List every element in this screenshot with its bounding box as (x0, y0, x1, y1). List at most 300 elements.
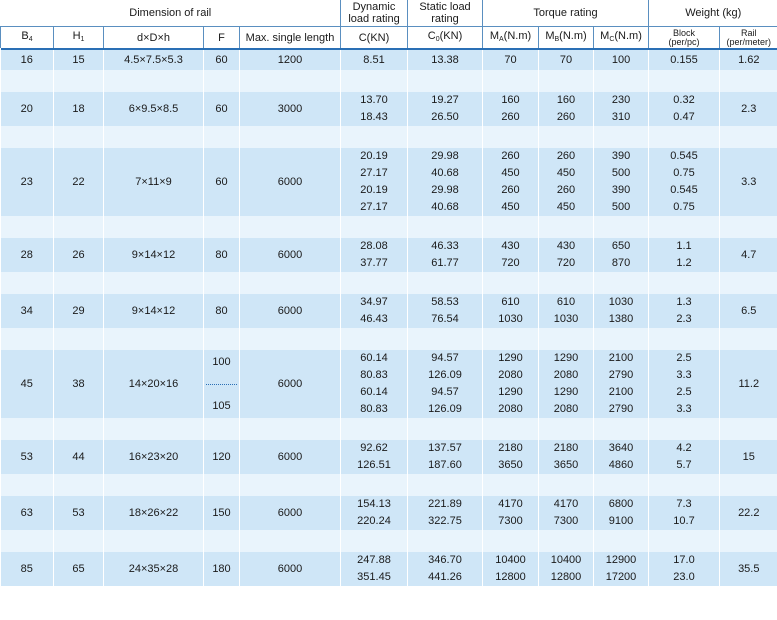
cell-ma-value: 610 (501, 296, 520, 308)
cell-b4: 28 (1, 238, 54, 272)
cell-mb-value: 260 (556, 150, 576, 162)
cell-c0-value: 29.98 (431, 184, 459, 196)
cell-c0-value: 346.70 (428, 554, 462, 566)
spacer-cell (539, 530, 594, 552)
spacer-cell (54, 418, 104, 440)
cell-ma-value: 2080 (498, 369, 523, 381)
cell-c0-value: 221.89 (428, 498, 462, 510)
cell-block-value: 0.75 (673, 201, 695, 213)
cell-mb-value: 450 (556, 201, 576, 213)
spacer-cell (720, 328, 777, 350)
cell-ma-value: 1030 (498, 313, 523, 325)
cell-b4: 63 (1, 496, 54, 530)
cell-mb (539, 440, 594, 474)
cell-c-value: 27.17 (360, 167, 388, 179)
cell-c (341, 92, 408, 126)
spacer-cell (720, 474, 777, 496)
spacer-cell (104, 126, 204, 148)
spacer-cell (54, 70, 104, 92)
cell-c (341, 49, 408, 70)
spacer-cell (594, 418, 649, 440)
cell-rail: 3.3 (720, 148, 777, 216)
cell-maxlen: 6000 (240, 552, 341, 586)
spacer-cell (54, 216, 104, 238)
cell-ma-value: 720 (501, 257, 520, 269)
spacer-row (1, 530, 777, 552)
cell-mc (594, 148, 649, 216)
cell-b4: 23 (1, 148, 54, 216)
cell-mb (539, 49, 594, 70)
spacer-cell (539, 272, 594, 294)
cell-mc-value: 870 (611, 257, 631, 269)
spacer-cell (104, 328, 204, 350)
cell-mb-value: 2080 (553, 403, 579, 415)
header-rail: Rail (per/meter) (720, 27, 777, 49)
cell-mb-value: 3650 (553, 459, 579, 471)
cell-c-value: 92.62 (360, 442, 388, 454)
cell-h1: 18 (54, 92, 104, 126)
cell-c-value: 13.70 (360, 94, 388, 106)
cell-c0 (408, 92, 483, 126)
cell-f: 80 (204, 294, 240, 328)
header-mb: $M_B(N.m)$ (539, 27, 594, 49)
spacer-cell (341, 70, 408, 92)
spacer-cell (594, 530, 649, 552)
cell-dims: 6×9.5×8.5 (104, 92, 204, 126)
cell-dims: 9×14×12 (104, 294, 204, 328)
cell-dims: 18×26×22 (104, 496, 204, 530)
cell-ma-value: 450 (501, 167, 520, 179)
table-body (1, 49, 777, 586)
spacer-cell (594, 216, 649, 238)
cell-block-value: 2.5 (676, 386, 692, 398)
cell-block-value: 23.0 (673, 571, 695, 583)
cell-mc (594, 294, 649, 328)
table-row (1, 148, 777, 216)
cell-rail: 35.5 (720, 552, 777, 586)
cell-c0-value: 61.77 (431, 257, 459, 269)
cell-mc (594, 92, 649, 126)
spacer-cell (1, 328, 54, 350)
cell-c (341, 440, 408, 474)
cell-mc-value: 2100 (608, 386, 634, 398)
spacer-cell (1, 70, 54, 92)
cell-mc (594, 496, 649, 530)
cell-block-value: 10.7 (673, 515, 695, 527)
cell-f: 150 (204, 496, 240, 530)
cell-ma-value: 260 (501, 111, 520, 123)
cell-c (341, 148, 408, 216)
cell-mb (539, 552, 594, 586)
dotted-divider (206, 384, 237, 385)
cell-ma-value: 4170 (498, 498, 523, 510)
cell-c0-value: 13.38 (431, 53, 459, 66)
spacer-cell (204, 530, 240, 552)
cell-mb (539, 92, 594, 126)
spacer-cell (649, 474, 720, 496)
spacer-cell (483, 272, 539, 294)
cell-rail: 6.5 (720, 294, 777, 328)
cell-c-value: 126.51 (357, 459, 391, 471)
cell-maxlen: 6000 (240, 440, 341, 474)
cell-c0-value: 187.60 (428, 459, 462, 471)
cell-c-value: 37.77 (360, 257, 388, 269)
spacer-cell (594, 328, 649, 350)
cell-maxlen: 6000 (240, 350, 341, 418)
cell-mb-value: 70 (559, 53, 573, 66)
header-c: C(KN) (341, 27, 408, 49)
spacer-cell (104, 530, 204, 552)
header-dynamic-group: Dynamic load rating (341, 0, 408, 27)
cell-block (649, 148, 720, 216)
cell-mb-value: 1030 (553, 313, 579, 325)
cell-mb-value: 2180 (553, 442, 579, 454)
spacer-cell (408, 530, 483, 552)
cell-mc-value: 390 (611, 150, 631, 162)
spacer-cell (408, 126, 483, 148)
cell-c0 (408, 350, 483, 418)
spacer-cell (720, 272, 777, 294)
cell-c-value: 247.88 (357, 554, 391, 566)
cell-mc (594, 238, 649, 272)
spacer-cell (408, 418, 483, 440)
cell-f: 60 (204, 148, 240, 216)
cell-b4: 45 (1, 350, 54, 418)
cell-dims: 9×14×12 (104, 238, 204, 272)
spacer-cell (408, 272, 483, 294)
cell-rail: 15 (720, 440, 777, 474)
cell-mb-value: 610 (556, 296, 576, 308)
cell-mc-value: 650 (611, 240, 631, 252)
cell-c0-value: 94.57 (431, 386, 459, 398)
cell-c (341, 238, 408, 272)
spacer-cell (54, 272, 104, 294)
cell-ma (483, 148, 539, 216)
table-row (1, 440, 777, 474)
cell-mb-value: 430 (556, 240, 576, 252)
cell-c0 (408, 148, 483, 216)
cell-c0 (408, 496, 483, 530)
cell-ma (483, 350, 539, 418)
cell-c (341, 294, 408, 328)
cell-rail: 4.7 (720, 238, 777, 272)
cell-block (649, 49, 720, 70)
spacer-row (1, 474, 777, 496)
spacer-cell (204, 418, 240, 440)
cell-block-value: 5.7 (676, 459, 692, 471)
spacer-cell (720, 126, 777, 148)
header-block: Block (per/pc) (649, 27, 720, 49)
cell-ma-value: 70 (504, 53, 517, 66)
cell-maxlen: 1200 (240, 49, 341, 70)
spacer-cell (594, 272, 649, 294)
spacer-cell (341, 126, 408, 148)
spacer-cell (649, 272, 720, 294)
cell-mb (539, 496, 594, 530)
cell-c0-value: 126.09 (428, 369, 462, 381)
cell-f: 60 (204, 49, 240, 70)
cell-rail: 2.3 (720, 92, 777, 126)
cell-b4: 20 (1, 92, 54, 126)
spacer-row (1, 70, 777, 92)
spacer-cell (104, 474, 204, 496)
spacer-cell (483, 530, 539, 552)
cell-block-value: 0.32 (673, 94, 695, 106)
cell-mc-value: 2790 (608, 403, 634, 415)
spacer-cell (720, 70, 777, 92)
spacer-cell (539, 216, 594, 238)
cell-c-value: 8.51 (363, 53, 385, 66)
cell-block-value: 2.5 (676, 352, 692, 364)
cell-mb-value: 1290 (553, 386, 579, 398)
spacer-cell (649, 126, 720, 148)
spacer-cell (240, 474, 341, 496)
spacer-cell (539, 418, 594, 440)
spacer-cell (341, 328, 408, 350)
cell-dims: 16×23×20 (104, 440, 204, 474)
cell-ma (483, 552, 539, 586)
spacer-cell (204, 474, 240, 496)
cell-block (649, 496, 720, 530)
cell-block-value: 4.2 (676, 442, 692, 454)
spacer-cell (594, 474, 649, 496)
cell-ma (483, 92, 539, 126)
cell-ma-value: 10400 (495, 554, 526, 566)
cell-h1: 26 (54, 238, 104, 272)
spacer-cell (539, 126, 594, 148)
cell-block-value: 3.3 (676, 369, 692, 381)
spacer-cell (341, 216, 408, 238)
cell-mc-value: 2100 (608, 352, 634, 364)
cell-c0 (408, 238, 483, 272)
cell-mc (594, 552, 649, 586)
table-row (1, 350, 777, 418)
cell-maxlen: 6000 (240, 148, 341, 216)
spacer-cell (204, 216, 240, 238)
spacer-cell (54, 474, 104, 496)
cell-c-value: 60.14 (360, 386, 388, 398)
cell-mc-value: 2790 (608, 369, 634, 381)
spacer-cell (408, 70, 483, 92)
cell-f (204, 350, 240, 418)
spacer-cell (104, 216, 204, 238)
cell-block-value: 0.545 (670, 150, 698, 162)
spacer-cell (649, 216, 720, 238)
spacer-cell (483, 474, 539, 496)
spacer-cell (341, 530, 408, 552)
cell-mb-value: 1290 (553, 352, 579, 364)
cell-c-value: 20.19 (360, 184, 388, 196)
cell-b4: 16 (1, 49, 54, 70)
cell-h1: 29 (54, 294, 104, 328)
spacer-cell (1, 272, 54, 294)
cell-maxlen: 6000 (240, 496, 341, 530)
cell-mc-value: 3640 (608, 442, 634, 454)
spacer-cell (483, 126, 539, 148)
cell-c-value: 46.43 (360, 313, 388, 325)
header-mc: $M_C(N.m)$ (594, 27, 649, 49)
spacer-cell (341, 272, 408, 294)
cell-dims: 14×20×16 (104, 350, 204, 418)
cell-mb-value: 12800 (550, 571, 582, 583)
cell-c0-value: 40.68 (431, 201, 459, 213)
header-f: F (204, 27, 240, 49)
cell-dims: 4.5×7.5×5.3 (104, 49, 204, 70)
cell-mb (539, 350, 594, 418)
cell-rail: 11.2 (720, 350, 777, 418)
cell-ma (483, 294, 539, 328)
cell-ma (483, 496, 539, 530)
spacer-cell (649, 418, 720, 440)
table-row (1, 552, 777, 586)
cell-block-value: 1.1 (676, 240, 692, 252)
cell-c0 (408, 294, 483, 328)
cell-maxlen: 3000 (240, 92, 341, 126)
cell-c (341, 496, 408, 530)
cell-ma (483, 49, 539, 70)
spacer-cell (408, 474, 483, 496)
spacer-cell (1, 474, 54, 496)
cell-c0-value: 46.33 (431, 240, 459, 252)
cell-block-value: 1.2 (676, 257, 692, 269)
spacer-cell (240, 70, 341, 92)
cell-c-value: 27.17 (360, 201, 388, 213)
cell-ma-value: 430 (501, 240, 520, 252)
spacer-row (1, 272, 777, 294)
cell-mb-value: 10400 (550, 554, 582, 566)
cell-b4: 34 (1, 294, 54, 328)
cell-f: 80 (204, 238, 240, 272)
table-row (1, 238, 777, 272)
spacer-cell (104, 418, 204, 440)
spacer-row (1, 418, 777, 440)
spacer-cell (104, 272, 204, 294)
spacer-cell (720, 418, 777, 440)
cell-mc-value: 4860 (608, 459, 634, 471)
cell-rail: 1.62 (720, 49, 777, 70)
cell-mc-value: 12900 (605, 554, 637, 566)
header-dims: d×D×h (104, 27, 204, 49)
spacer-cell (240, 530, 341, 552)
header-maxlen: Max. single length (240, 27, 341, 49)
cell-block (649, 350, 720, 418)
cell-c-value: 80.83 (360, 403, 388, 415)
cell-block-value: 0.47 (673, 111, 695, 123)
cell-ma-value: 12800 (495, 571, 526, 583)
cell-block-value: 0.75 (673, 167, 695, 179)
spacer-cell (539, 474, 594, 496)
header-b4: $B_4$ (1, 27, 54, 49)
cell-mc-value: 100 (611, 53, 631, 66)
cell-block (649, 238, 720, 272)
cell-mb-value: 450 (556, 167, 576, 179)
spacer-cell (408, 216, 483, 238)
header-ma: $M_A(N.m)$ (483, 27, 539, 49)
cell-mb-value: 160 (556, 94, 576, 106)
spacer-cell (649, 328, 720, 350)
cell-dims: 7×11×9 (104, 148, 204, 216)
spacer-cell (649, 70, 720, 92)
cell-mc-value: 6800 (608, 498, 634, 510)
cell-mb-value: 4170 (553, 498, 579, 510)
cell-mc-value: 310 (611, 111, 631, 123)
spacer-row (1, 328, 777, 350)
cell-ma-value: 2180 (498, 442, 523, 454)
table-row (1, 92, 777, 126)
cell-b4: 85 (1, 552, 54, 586)
cell-c-value: 34.97 (360, 296, 388, 308)
cell-mc (594, 49, 649, 70)
spacer-cell (341, 418, 408, 440)
cell-block-value: 17.0 (673, 554, 695, 566)
spacer-cell (1, 530, 54, 552)
cell-c0-value: 94.57 (431, 352, 459, 364)
spacer-cell (240, 418, 341, 440)
spacer-row (1, 216, 777, 238)
cell-h1: 38 (54, 350, 104, 418)
cell-mc (594, 440, 649, 474)
cell-ma-value: 160 (501, 94, 520, 106)
cell-block-value: 7.3 (676, 498, 692, 510)
cell-b4: 53 (1, 440, 54, 474)
spacer-cell (240, 126, 341, 148)
cell-block (649, 92, 720, 126)
cell-h1: 15 (54, 49, 104, 70)
spacer-cell (240, 328, 341, 350)
cell-c0 (408, 552, 483, 586)
cell-c0-value: 76.54 (431, 313, 459, 325)
spacer-cell (240, 216, 341, 238)
cell-dims: 24×35×28 (104, 552, 204, 586)
cell-c-value: 351.45 (357, 571, 391, 583)
cell-c0-value: 19.27 (431, 94, 459, 106)
cell-ma-value: 260 (501, 184, 520, 196)
spacer-cell (483, 216, 539, 238)
cell-mb-value: 720 (556, 257, 576, 269)
cell-f-top: 100 (212, 356, 231, 368)
cell-ma-value: 3650 (498, 459, 523, 471)
spacer-cell (539, 328, 594, 350)
cell-c0-value: 26.50 (431, 111, 459, 123)
cell-f: 180 (204, 552, 240, 586)
spacer-cell (483, 328, 539, 350)
spacer-cell (204, 272, 240, 294)
cell-mb-value: 2080 (553, 369, 579, 381)
spacer-cell (341, 474, 408, 496)
spacer-cell (54, 328, 104, 350)
cell-mb-value: 7300 (553, 515, 579, 527)
cell-mb-value: 260 (556, 111, 576, 123)
cell-ma-value: 260 (501, 150, 520, 162)
spacer-cell (720, 216, 777, 238)
cell-c0-value: 137.57 (428, 442, 462, 454)
cell-mb (539, 294, 594, 328)
cell-f-bottom: 105 (212, 400, 231, 412)
cell-c (341, 350, 408, 418)
cell-block (649, 552, 720, 586)
cell-block-value: 3.3 (676, 403, 692, 415)
cell-block-value: 0.545 (670, 184, 698, 196)
cell-c-value: 80.83 (360, 369, 388, 381)
cell-mc-value: 9100 (608, 515, 634, 527)
table-row (1, 49, 777, 70)
cell-c0-value: 40.68 (431, 167, 459, 179)
cell-ma-value: 2080 (498, 403, 523, 415)
header-torque-group: Torque rating (483, 0, 649, 27)
spacer-cell (204, 70, 240, 92)
spacer-cell (104, 70, 204, 92)
cell-block-value: 1.3 (676, 296, 692, 308)
